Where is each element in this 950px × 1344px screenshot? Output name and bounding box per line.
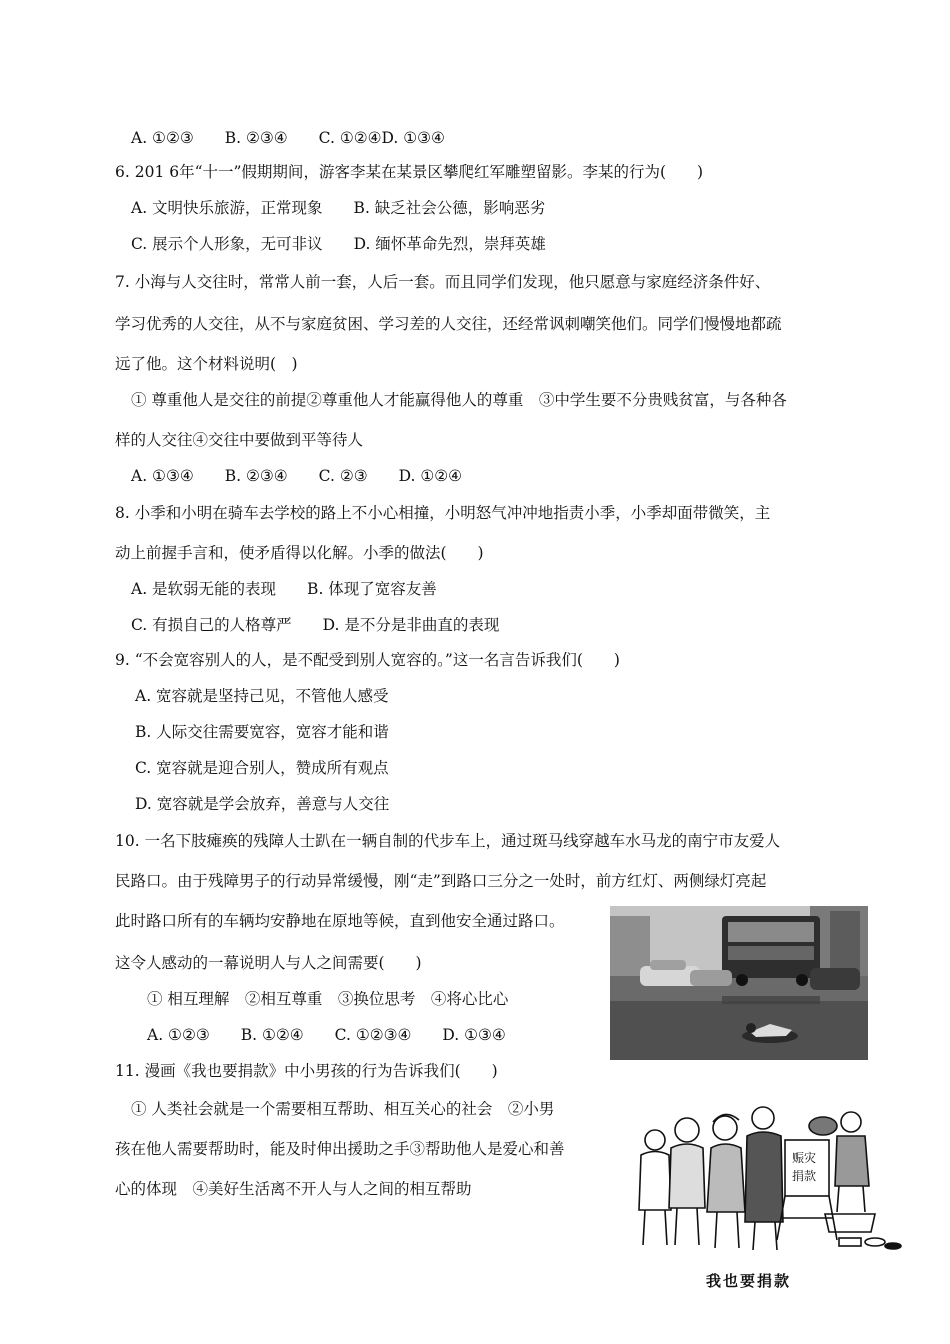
q7-statements-2: 样的人交往④交往中要做到平等待人 [115, 431, 364, 449]
q7-stem-2: 学习优秀的人交往，从不与家庭贫困、学习差的人交往，还经常讽刺嘲笑他们。同学们慢慢地都疏 [115, 315, 782, 333]
q6-options-cd: C. 展示个人形象，无可非议 D. 缅怀革命先烈，崇拜英雄 [131, 235, 546, 253]
q10-stem-4: 这令人感动的一幕说明人与人之间需要( ) [115, 954, 422, 972]
q7-stem-3: 远了他。这个材料说明( ) [115, 355, 298, 373]
q8-options-cd: C. 有损自己的人格尊严 D. 是不分是非曲直的表现 [131, 616, 500, 634]
donation-cartoon-drawing [625, 1100, 905, 1255]
q5-options: A. ①②③ B. ②③④ C. ①②④D. ①③④ [131, 129, 445, 147]
cartoon-caption: 我也要捐款 [706, 1272, 792, 1290]
q7-stem-1: 7. 小海与人交往时，常常人前一套，人后一套。而且同学们发现，他只愿意与家庭经济条件好、 [115, 273, 771, 291]
donation-box-label-bottom: 捐款 [792, 1169, 817, 1183]
street-crossing-illustration [610, 906, 868, 1060]
q8-stem-2: 动上前握手言和，使矛盾得以化解。小季的做法( ) [115, 544, 484, 562]
street-crossing-photo [610, 906, 868, 1060]
q11-statements-2: 孩在他人需要帮助时，能及时伸出援助之手③帮助他人是爱心和善 [115, 1140, 565, 1158]
q7-statements-1: ① 尊重他人是交往的前提②尊重他人才能赢得他人的尊重 ③中学生要不分贵贱贫富，与各种各 [131, 391, 787, 409]
donation-box-label-top: 赈灾 [792, 1151, 817, 1165]
q6-stem: 6. 201 6年“十一”假期期间，游客李某在某景区攀爬红军雕塑留影。李某的行为( ) [115, 163, 704, 181]
q10-statements: ① 相互理解 ②相互尊重 ③换位思考 ④将心比心 [147, 990, 509, 1008]
q11-statements-1: ① 人类社会就是一个需要相互帮助、相互关心的社会 ②小男 [131, 1100, 555, 1118]
q9-option-c: C. 宽容就是迎合别人，赞成所有观点 [135, 759, 389, 777]
q6-options-ab: A. 文明快乐旅游，正常现象 B. 缺乏社会公德，影响恶劣 [131, 199, 546, 217]
q9-stem: 9. “不会宽容别人的人，是不配受到别人宽容的。”这一名言告诉我们( ) [115, 651, 620, 669]
q9-option-d: D. 宽容就是学会放弃，善意与人交往 [135, 795, 390, 813]
q10-options: A. ①②③ B. ①②④ C. ①②③④ D. ①③④ [147, 1026, 506, 1044]
q10-stem-1: 10. 一名下肢瘫痪的残障人士趴在一辆自制的代步车上，通过斑马线穿越车水马龙的南宁市友爱人 [115, 832, 781, 850]
q11-statements-3: 心的体现 ④美好生活离不开人与人之间的相互帮助 [115, 1180, 472, 1198]
q8-stem-1: 8. 小季和小明在骑车去学校的路上不小心相撞，小明怒气冲冲地指责小季，小季却面带微笑，主 [115, 504, 771, 522]
q11-stem: 11. 漫画《我也要捐款》中小男孩的行为告诉我们( ) [115, 1062, 498, 1080]
q7-options: A. ①③④ B. ②③④ C. ②③ D. ①②④ [131, 467, 463, 485]
q10-stem-2: 民路口。由于残障男子的行动异常缓慢，刚“走”到路口三分之一处时，前方红灯、两侧绿灯亮起 [115, 872, 767, 890]
q9-option-a: A. 宽容就是坚持己见，不管他人感受 [135, 687, 389, 705]
donation-cartoon [625, 1100, 905, 1255]
q8-options-ab: A. 是软弱无能的表现 B. 体现了宽容友善 [131, 580, 437, 598]
q9-option-b: B. 人际交往需要宽容，宽容才能和谐 [135, 723, 389, 741]
q10-stem-3: 此时路口所有的车辆均安静地在原地等候，直到他安全通过路口。 [115, 912, 565, 930]
